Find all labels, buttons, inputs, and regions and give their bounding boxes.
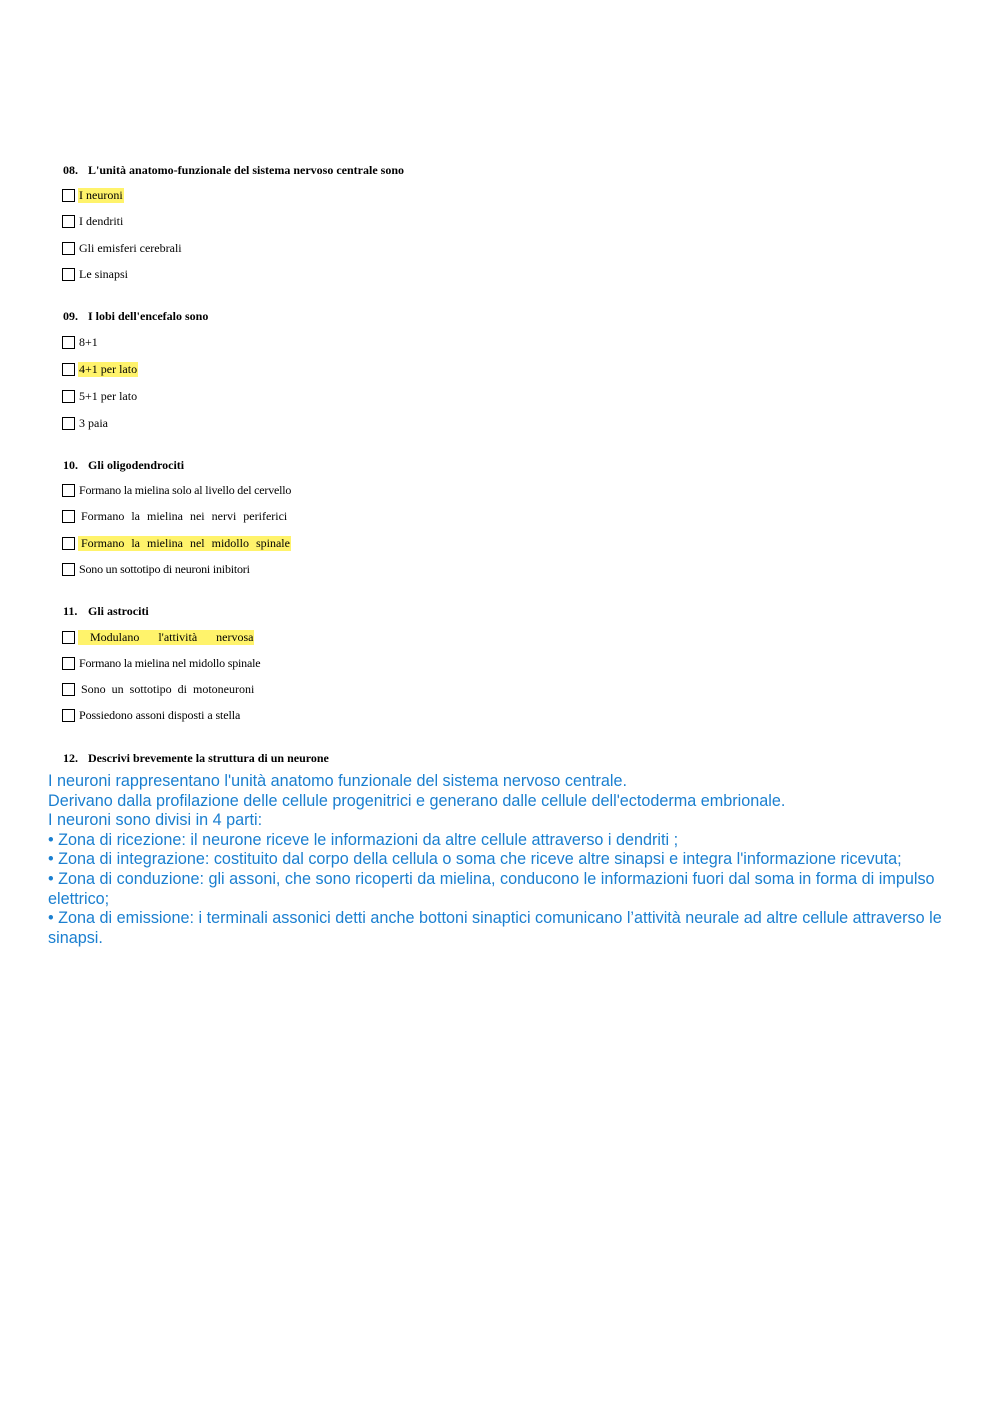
option-label: I neuroni — [79, 187, 123, 202]
option-10-d[interactable] — [62, 561, 251, 577]
checkbox[interactable] — [62, 709, 75, 722]
question-text: Gli oligodendrociti — [88, 458, 185, 472]
option-label: 8+1 — [79, 334, 98, 349]
option-09-d[interactable] — [62, 415, 109, 431]
question-text: Descrivi brevemente la struttura di un neurone — [88, 751, 329, 765]
checkbox[interactable] — [62, 510, 75, 523]
option-10-b[interactable] — [62, 508, 288, 524]
option-label: Formano la mielina nel midollo spinale — [79, 655, 261, 670]
answer-paragraph: I neuroni sono divisi in 4 parti: — [48, 811, 263, 830]
answer-paragraph: • Zona di emissione: i terminali assonici detti anche bottoni sinaptici comunicano l’attività neurale ad altre cellule attraverso le sinapsi. — [48, 909, 942, 947]
option-label: Sono un sottotipo di neuroni inibitori — [79, 561, 250, 576]
question-text: Gli astrociti — [88, 604, 149, 618]
option-10-c[interactable] — [62, 535, 291, 551]
option-11-d[interactable] — [62, 707, 241, 723]
option-08-c[interactable] — [62, 240, 183, 256]
checkbox[interactable] — [62, 537, 75, 550]
option-label: Le sinapsi — [79, 266, 128, 281]
option-label: Sono un sottotipo di motoneuroni — [81, 681, 255, 696]
question-10 — [63, 458, 184, 473]
option-label: Formano la mielina nel midollo spinale — [78, 536, 291, 551]
answer-paragraph: Derivano dalla profilazione delle cellule progenitrici e generano dalle cellule dell'ectoderma embrionale. — [48, 791, 786, 810]
option-label: Formano la mielina nei nervi periferici — [81, 508, 288, 523]
question-text: I lobi dell'encefalo sono — [88, 309, 209, 323]
option-09-b[interactable] — [62, 361, 138, 377]
checkbox[interactable] — [62, 242, 75, 255]
option-10-a[interactable] — [62, 482, 292, 498]
question-number: 09. — [63, 309, 78, 323]
checkbox[interactable] — [62, 563, 75, 576]
option-08-b[interactable] — [62, 213, 124, 229]
checkbox[interactable] — [62, 390, 75, 403]
answer-paragraph: • Zona di ricezione: il neurone riceve le informazioni da altre cellule attraverso i dendriti ; — [48, 830, 679, 849]
question-number: 08. — [63, 163, 78, 177]
checkbox[interactable] — [62, 657, 75, 670]
option-11-b[interactable] — [62, 655, 261, 671]
option-label: Formano la mielina solo al livello del cervello — [79, 482, 292, 497]
question-number: 11. — [63, 604, 78, 618]
option-label: 3 paia — [79, 415, 108, 430]
answer-paragraph: • Zona di integrazione: costituito dal corpo della cellula o soma che riceve altre sinapsi e integra l'informazione ricevuta; — [48, 850, 902, 869]
question-09 — [63, 309, 208, 324]
option-11-a[interactable] — [62, 629, 254, 645]
checkbox[interactable] — [62, 215, 75, 228]
checkbox[interactable] — [62, 417, 75, 430]
checkbox[interactable] — [62, 189, 75, 202]
option-label: I dendriti — [79, 213, 124, 228]
option-08-a[interactable] — [62, 187, 124, 203]
answer-text — [48, 772, 988, 948]
option-label: 4+1 per lato — [79, 361, 138, 376]
question-number: 12. — [63, 751, 78, 765]
option-label: 5+1 per lato — [79, 388, 138, 403]
question-12 — [63, 751, 329, 766]
option-label: Modulano l'attività nervosa — [78, 630, 254, 645]
option-09-c[interactable] — [62, 388, 138, 404]
checkbox[interactable] — [62, 268, 75, 281]
checkbox[interactable] — [62, 336, 75, 349]
checkbox[interactable] — [62, 683, 75, 696]
checkbox[interactable] — [62, 631, 75, 644]
option-label: Gli emisferi cerebrali — [79, 240, 182, 255]
option-09-a[interactable] — [62, 334, 99, 350]
option-11-c[interactable] — [62, 681, 255, 697]
checkbox[interactable] — [62, 363, 75, 376]
answer-paragraph: • Zona di conduzione: gli assoni, che sono ricoperti da mielina, conducono le informazioni fuori dal soma in forma di impulso elettrico; — [48, 869, 935, 908]
answer-paragraph: I neuroni rappresentano l'unità anatomo funzionale del sistema nervoso centrale. — [48, 772, 628, 790]
question-number: 10. — [63, 458, 78, 472]
question-text: L'unità anatomo-funzionale del sistema nervoso centrale sono — [88, 163, 404, 177]
option-label: Possiedono assoni disposti a stella — [79, 707, 241, 722]
question-11 — [63, 604, 149, 619]
question-08 — [63, 163, 404, 178]
option-08-d[interactable] — [62, 266, 129, 282]
checkbox[interactable] — [62, 484, 75, 497]
